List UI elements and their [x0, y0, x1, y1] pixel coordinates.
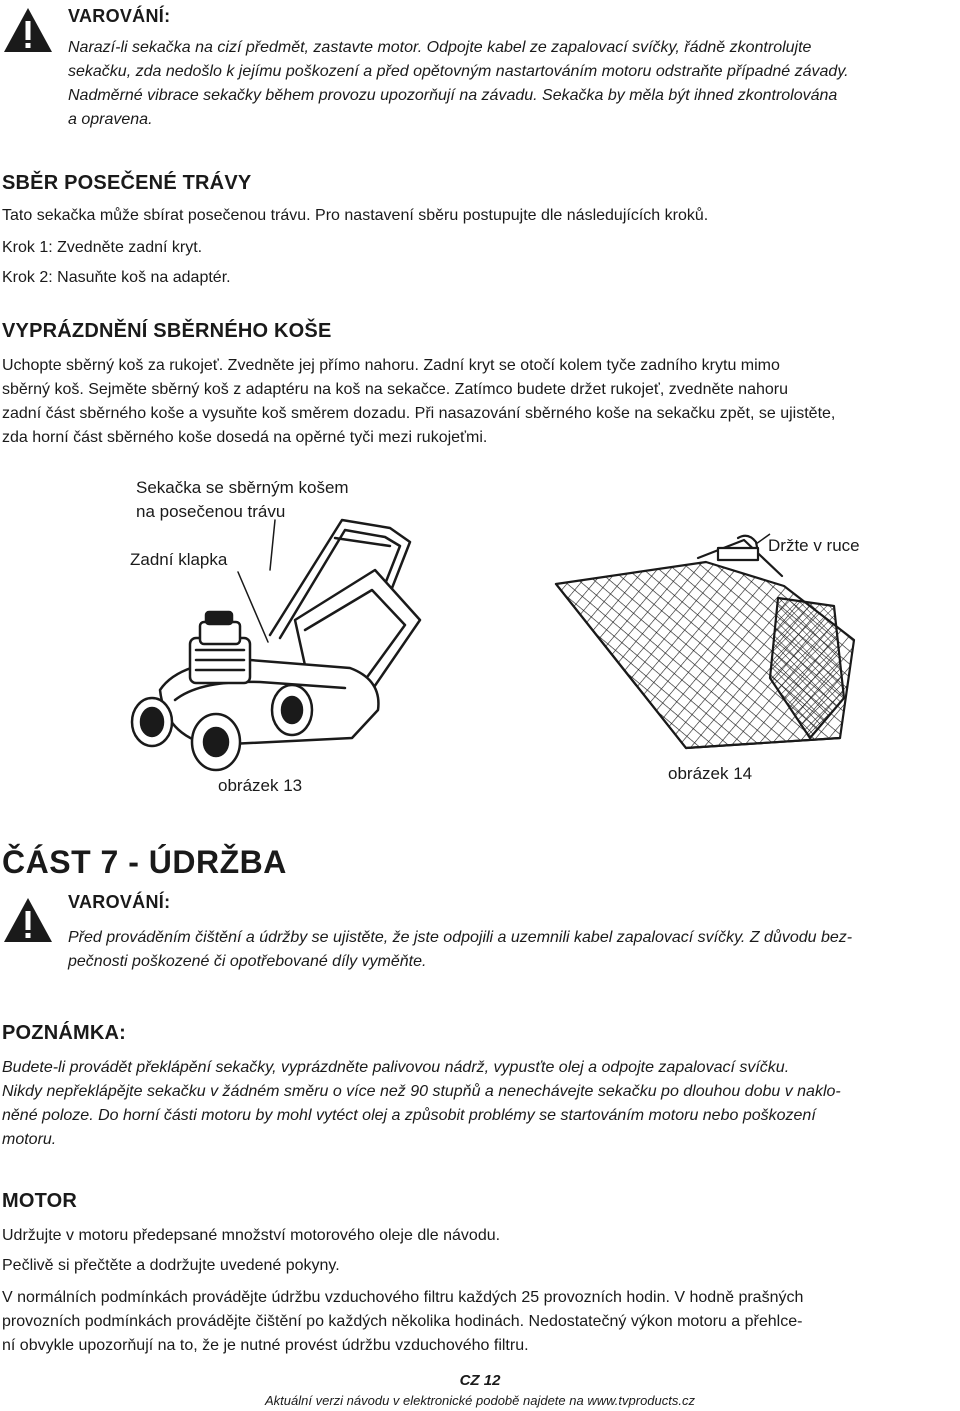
section-heading-empty: VYPRÁZDNĚNÍ SBĚRNÉHO KOŠE — [2, 320, 332, 342]
warning2-text: Před prováděním čištění a údržby se ujistěte, že jste odpojili a uzemnili kabel zapalovací svíčky. Z důvodu bez- pečnosti poškozené či opotřebované díly vyměňte. — [68, 929, 853, 970]
motor-text-3: V normálních podmínkách provádějte údržbu vzduchového filtru každých 25 provozních hodin. V hodně prašných provozních podmínkách provádějte čištění po každých několika hodinách. Nedostatečný výkon motoru a přehlce- ní obvykle upozorňují na to, že je nutné provést údržbu vzduchového filtru. — [2, 1289, 804, 1354]
collect-step-2: Krok 2: Nasuňte koš na adaptér. — [2, 269, 231, 286]
part7-title: ČÁST 7 - ÚDRŽBA — [2, 844, 287, 880]
note-text: Budete-li provádět překlápění sekačky, vyprázdněte palivovou nádrž, vypusťte olej a odpojte zapalovací svíčku. Nikdy nepřeklápějte sekačku v žádném směru o více než 90 stupňů a nenechávejte sekačku po dlouhou dobu v naklo- něné poloze. Do horní části motoru by mohl vytéct olej a způsobit problémy se startováním motoru nebo poškození motoru. — [2, 1059, 841, 1148]
hold-here-label: Držte v ruce — [768, 536, 860, 555]
motor-heading: MOTOR — [2, 1190, 78, 1212]
empty-text: Uchopte sběrný koš za rukojeť. Zvedněte jej přímo nahoru. Zadní kryt se otočí kolem tyče zadního krytu mimo sběrný koš. Sejměte sběrný koš z adaptéru na koš na sekačce. Zatímco budete držet rukojeť, zvedněte nahoru zadní část sběrného koše a vysuňte koš směrem dozadu. Při nasazování sběrného koše na sekačku zpět, se ujistěte, zda horní část sběrného koše dosedá na opěrné tyči mezi rukojeťmi. — [2, 357, 836, 446]
warning-text: Narazí-li sekačka na cizí předmět, zastavte motor. Odpojte kabel ze zapalovací svíčky, řádně zkontrolujte sekačku, zda nedošlo k jejímu poškození a před opětovným nastartováním motoru odstraňte případné závady. Nadměrné vibrace sekačky během provozu upozorňují na závadu. Sekačka by měla být ihned zkontrolována a opravena. — [68, 39, 849, 128]
warning2-title: VAROVÁNÍ: — [68, 892, 171, 912]
footer-note: Aktuální verzi návodu v elektronické podobě najdete na www.tvproducts.cz — [265, 1393, 695, 1408]
motor-text-2: Pečlivě si přečtěte a dodržujte uvedené pokyny. — [2, 1257, 340, 1274]
warning-title: VAROVÁNÍ: — [68, 6, 171, 26]
note-heading: POZNÁMKA: — [2, 1022, 127, 1044]
grass-catcher-illustration — [548, 528, 870, 758]
collect-text-1: Tato sekačka může sbírat posečenou trávu. Pro nastavení sběru postupujte dle následujících kroků. — [2, 207, 709, 224]
rear-flap-label: Zadní klapka — [130, 550, 228, 569]
motor-text-1: Udržujte v motoru předepsané množství motorového oleje dle návodu. — [2, 1227, 501, 1244]
page-number: CZ 12 — [459, 1372, 501, 1389]
figure13-caption: obrázek 13 — [218, 776, 303, 795]
warning-triangle-icon — [2, 6, 54, 54]
lawn-mower-illustration — [120, 510, 430, 775]
figure13-title: Sekačka se sběrným košem na posečenou trávu — [136, 478, 349, 521]
collect-step-1: Krok 1: Zvedněte zadní kryt. — [2, 239, 203, 256]
figure14-caption: obrázek 14 — [668, 764, 753, 783]
section-heading-collect: SBĚR POSEČENÉ TRÁVY — [2, 172, 252, 194]
warning-triangle-icon — [2, 896, 54, 944]
